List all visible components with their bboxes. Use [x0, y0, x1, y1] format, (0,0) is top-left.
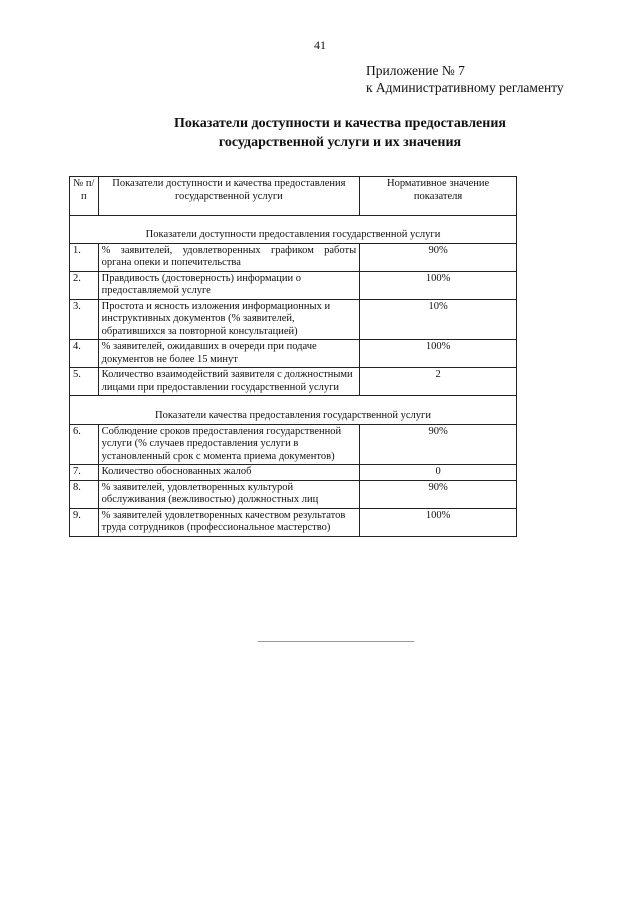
- section-row: [70, 396, 517, 425]
- indicators-table: [69, 176, 517, 537]
- row-value: 90%: [360, 243, 517, 271]
- row-value: 90%: [360, 480, 517, 508]
- row-value: 10%: [360, 299, 517, 340]
- row-num: 2.: [70, 271, 99, 299]
- row-indicator: % заявителей, ожидавших в очереди при подаче документов не более 15 минут: [98, 340, 360, 368]
- row-num: 1.: [70, 243, 99, 271]
- header-num: № п/п: [70, 177, 99, 216]
- row-indicator: Простота и ясность изложения информационных и инструктивных документов (% заявителей, обратившихся за повторной консультацией): [98, 299, 360, 340]
- table-row: [70, 480, 517, 508]
- row-value: 0: [360, 465, 517, 481]
- row-indicator: % заявителей, удовлетворенных графиком работы органа опеки и попечительства: [98, 243, 360, 271]
- row-num: 6.: [70, 424, 99, 465]
- table-row: [70, 508, 517, 536]
- row-indicator: % заявителей удовлетворенных качеством результатов труда сотрудников (профессиональное мастерство): [98, 508, 360, 536]
- section-title-accessibility: Показатели доступности предоставления государственной услуги: [70, 216, 517, 244]
- title-line-1: Показатели доступности и качества предоставления: [174, 116, 506, 131]
- table-header-row: [70, 177, 517, 216]
- table-row: [70, 424, 517, 465]
- row-value: 100%: [360, 271, 517, 299]
- appendix-label: [366, 62, 636, 96]
- row-value: 90%: [360, 424, 517, 465]
- section-title-quality: Показатели качества предоставления государственной услуги: [70, 396, 517, 425]
- table-row: [70, 340, 517, 368]
- table-row: [70, 271, 517, 299]
- header-indicator: Показатели доступности и качества предоставления государственной услуги: [98, 177, 360, 216]
- appendix-line-2: к Административному регламенту: [366, 80, 564, 95]
- row-num: 9.: [70, 508, 99, 536]
- page-number: 41: [314, 38, 326, 52]
- row-num: 3.: [70, 299, 99, 340]
- row-value: 2: [360, 368, 517, 396]
- section-row: [70, 216, 517, 244]
- table-row: [70, 465, 517, 481]
- row-num: 7.: [70, 465, 99, 481]
- table-row: [70, 243, 517, 271]
- row-indicator: % заявителей, удовлетворенных культурой обслуживания (вежливостью) должностных лиц: [98, 480, 360, 508]
- row-num: 4.: [70, 340, 99, 368]
- footnote-divider: [258, 641, 414, 642]
- table-row: [70, 299, 517, 340]
- document-title: [60, 114, 620, 152]
- table-row: [70, 368, 517, 396]
- title-line-2: государственной услуги и их значения: [218, 135, 462, 150]
- header-value: Нормативное значение показателя: [360, 177, 517, 216]
- row-indicator: Количество обоснованных жалоб: [98, 465, 360, 481]
- row-num: 8.: [70, 480, 99, 508]
- row-num: 5.: [70, 368, 99, 396]
- row-indicator: Соблюдение сроков предоставления государственной услуги (% случаев предоставления услуги в установленный срок с момента приема документов): [98, 424, 360, 465]
- row-indicator: Количество взаимодействий заявителя с должностными лицами при предоставлении государственной услуги: [98, 368, 360, 396]
- appendix-line-1: Приложение № 7: [366, 63, 465, 78]
- row-value: 100%: [360, 508, 517, 536]
- row-value: 100%: [360, 340, 517, 368]
- row-indicator: Правдивость (достоверность) информации о предоставляемой услуге: [98, 271, 360, 299]
